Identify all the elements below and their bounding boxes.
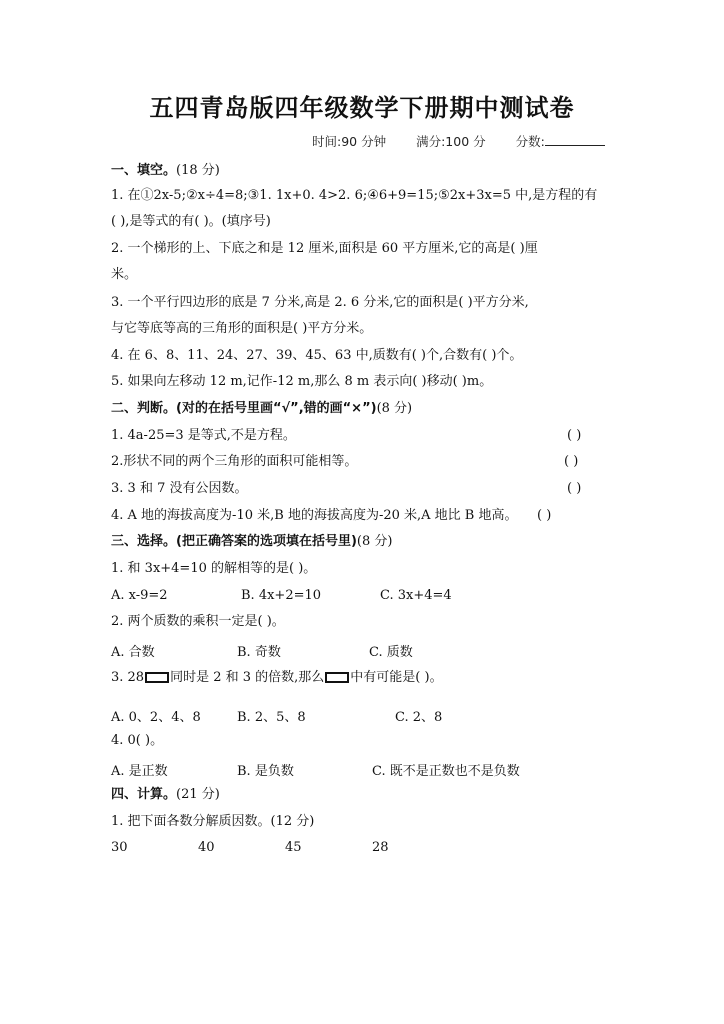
- s2-item-2-answer[interactable]: ( ): [564, 454, 579, 469]
- s2-item-3-answer[interactable]: ( ): [567, 481, 582, 496]
- s2-item-3: 3. 3 和 7 没有公因数。: [111, 481, 248, 496]
- s1-q3-line1: 3. 一个平行四边形的底是 7 分米,高是 2. 6 分米,它的面积是( )平方分米,: [111, 295, 529, 310]
- s2-item-1-answer[interactable]: ( ): [567, 428, 582, 443]
- s3-q1-stem: 1. 和 3x+4=10 的解相等的是( )。: [111, 561, 317, 576]
- section-4-points: (21 分): [176, 787, 220, 802]
- page-title: 五四青岛版四年级数学下册期中测试卷: [149, 94, 575, 122]
- section-2-points: (8 分): [376, 401, 413, 416]
- s4-number-3: 45: [285, 840, 302, 855]
- s3-q4-option-b[interactable]: B. 是负数: [237, 764, 294, 779]
- s4-number-1: 30: [111, 840, 128, 855]
- exam-meta: [312, 132, 605, 150]
- s3-q1-option-c[interactable]: C. 3x+4=4: [380, 588, 452, 603]
- section-3-heading: [111, 534, 392, 550]
- s1-q1-line2: ( ),是等式的有( )。(填序号): [111, 214, 271, 229]
- s3-q3-stem-c: 中有可能是( )。: [350, 670, 443, 685]
- s3-q3-stem-b: 同时是 2 和 3 的倍数,那么: [170, 670, 325, 685]
- s2-item-4-answer[interactable]: ( ): [537, 508, 552, 523]
- s1-q3-line2: 与它等底等高的三角形的面积是( )平方分米。: [111, 321, 373, 336]
- section-3-points: (8 分): [356, 534, 393, 549]
- section-4-heading: [111, 787, 220, 803]
- score-label: 分数:: [515, 134, 545, 149]
- s1-q1-line1: 1. 在①2x-5;②x÷4=8;③1. 1x+0. 4>2. 6;④6+9=15;⑤2x+3x=5 中,是方程的有: [111, 188, 598, 203]
- s3-q2-option-b[interactable]: B. 奇数: [237, 645, 281, 660]
- s3-q4-option-c[interactable]: C. 既不是正数也不是负数: [372, 764, 520, 779]
- s3-q4-option-a[interactable]: A. 是正数: [111, 764, 168, 779]
- section-2-title: 二、判断。(对的在括号里画“√”,错的画“×”): [111, 401, 377, 416]
- s1-q4: 4. 在 6、8、11、24、27、39、45、63 中,质数有( )个,合数有( )个。: [111, 348, 523, 363]
- s2-item-1: 1. 4a-25=3 是等式,不是方程。: [111, 428, 296, 443]
- s3-q3-option-a[interactable]: A. 0、2、4、8: [111, 710, 201, 725]
- section-2-heading: [111, 401, 412, 417]
- s1-q2-line2: 米。: [111, 267, 138, 282]
- s4-number-2: 40: [198, 840, 215, 855]
- s1-q5: 5. 如果向左移动 12 m,记作-12 m,那么 8 m 表示向( )移动( )m。: [111, 374, 493, 389]
- s2-item-2: 2.形状不同的两个三角形的面积可能相等。: [111, 454, 358, 469]
- s3-q2-stem: 2. 两个质数的乘积一定是( )。: [111, 614, 285, 629]
- section-1-heading: [111, 163, 220, 179]
- blank-box-icon: [325, 672, 349, 683]
- s3-q3-stem: [111, 670, 443, 686]
- s3-q3-option-c[interactable]: C. 2、8: [395, 710, 443, 725]
- full-score: 满分:100 分: [416, 134, 486, 149]
- section-1-points: (18 分): [176, 163, 220, 178]
- time-limit: 时间:90 分钟: [312, 134, 387, 149]
- s4-number-4: 28: [372, 840, 389, 855]
- blank-box-icon: [145, 672, 169, 683]
- section-4-title: 四、计算。: [111, 787, 177, 802]
- s3-q3-option-b[interactable]: B. 2、5、8: [237, 710, 306, 725]
- s3-q3-stem-a: 3. 28: [111, 670, 145, 685]
- s1-q2-line1: 2. 一个梯形的上、下底之和是 12 厘米,面积是 60 平方厘米,它的高是( )厘: [111, 241, 538, 256]
- section-1-title: 一、填空。: [111, 163, 177, 178]
- section-3-title: 三、选择。(把正确答案的选项填在括号里): [111, 534, 357, 549]
- s4-q1: 1. 把下面各数分解质因数。(12 分): [111, 814, 315, 829]
- s3-q2-option-a[interactable]: A. 合数: [111, 645, 155, 660]
- s3-q1-option-a[interactable]: A. x-9=2: [111, 588, 168, 603]
- s2-item-4: 4. A 地的海拔高度为-10 米,B 地的海拔高度为-20 米,A 地比 B 地高。: [111, 508, 518, 523]
- s3-q4-stem: 4. 0( )。: [111, 733, 164, 748]
- s3-q2-option-c[interactable]: C. 质数: [369, 645, 413, 660]
- score-blank[interactable]: [545, 133, 605, 146]
- s3-q1-option-b[interactable]: B. 4x+2=10: [241, 588, 322, 603]
